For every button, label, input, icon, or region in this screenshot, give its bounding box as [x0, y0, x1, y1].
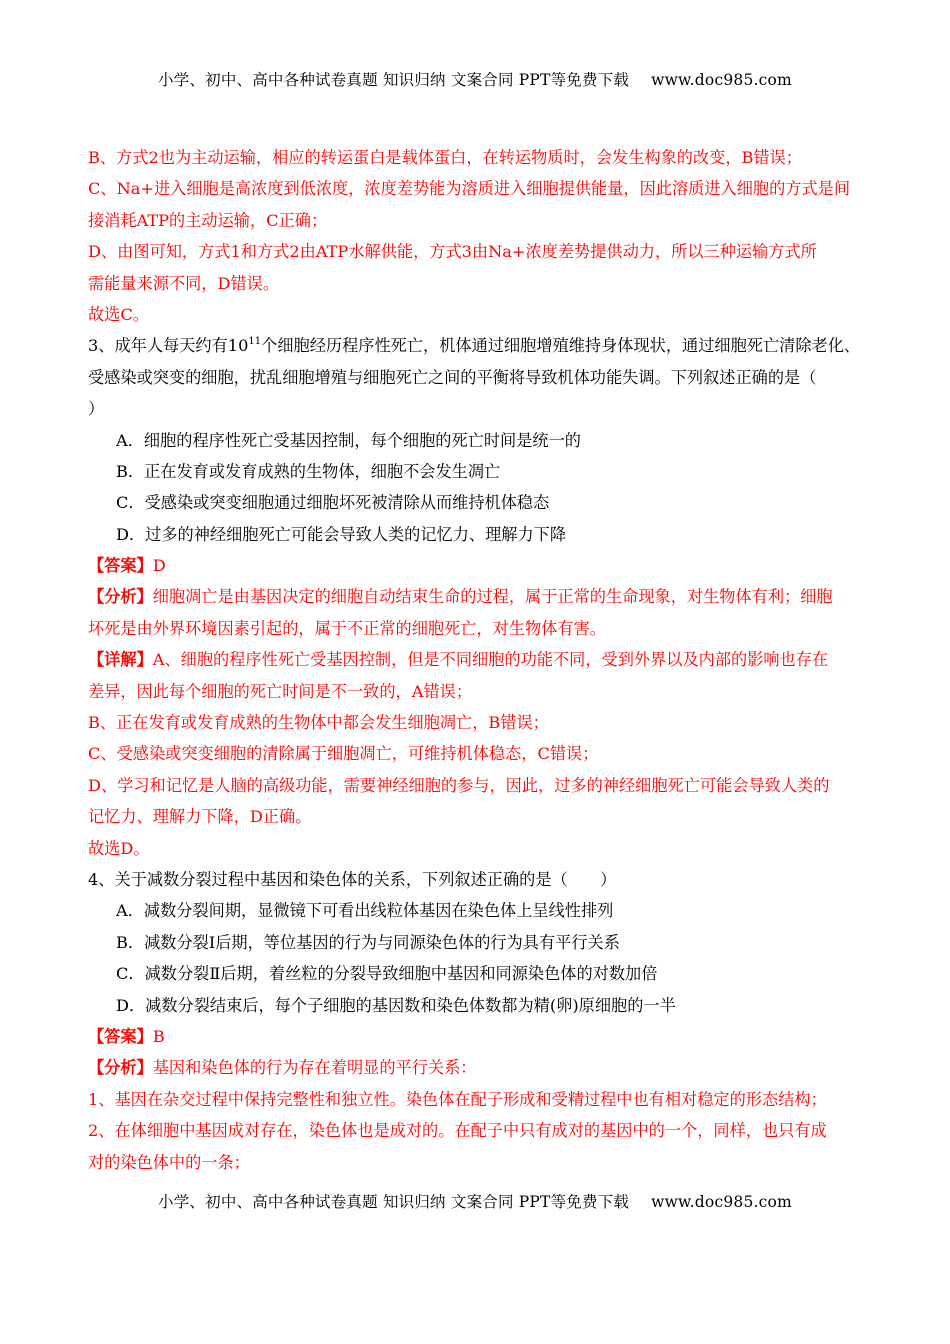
page-header: [0, 68, 950, 90]
q3-stem-line: ）: [88, 399, 105, 419]
q3-detail-line: B、正在发育或发育成熟的生物体中都会发生细胞凋亡，B错误；: [88, 713, 549, 733]
analysis-text: 基因和染色体的行为存在着明显的平行关系：: [152, 1058, 477, 1078]
answer-value: D: [152, 556, 166, 576]
q3-option-a: A．细胞的程序性死亡受基因控制，每个细胞的死亡时间是统一的: [116, 430, 581, 450]
q4-analysis-line: 2、在体细胞中基因成对存在，染色体也是成对的。在配子中只有成对的基因中的一个，同样，也只有成: [88, 1121, 827, 1141]
document-body: [88, 142, 878, 1178]
q4-analysis-line: 对的染色体中的一条；: [88, 1152, 250, 1172]
answer-label: 【答案】: [88, 556, 153, 576]
q4-analysis: [88, 1052, 878, 1083]
prev-explanation-line: D、由图可知，方式1和方式2由ATP水解供能，方式3由Na+浓度差势提供动力，所以三种运输方式所: [88, 242, 817, 262]
q3-stem-part-a: 3、成年人每天约有10: [88, 336, 249, 356]
q3-analysis-line: 坏死是由外界环境因素引起的，属于不正常的细胞死亡，对生物体有害。: [88, 618, 606, 638]
footer-text: 小学、初中、高中各种试卷真题 知识归纳 文案合同 PPT等免费下载: [158, 1193, 630, 1211]
q3-detail-line: 记忆力、理解力下降，D正确。: [88, 807, 312, 827]
analysis-label: 【分析】: [88, 587, 153, 607]
q3-stem-part-b: 个细胞经历程序性死亡，机体通过细胞增殖维持身体现状，通过细胞死亡清除老化、: [261, 336, 861, 356]
header-site-link[interactable]: www.doc985.com: [651, 71, 792, 89]
page-footer: [0, 1190, 950, 1212]
q3-conclusion: 故选D。: [88, 838, 150, 858]
prev-explanation-line: C、Na+进入细胞是高浓度到低浓度，浓度差势能为溶质进入细胞提供能量，因此溶质进入细胞的方式是间: [88, 179, 851, 199]
answer-label: 【答案】: [88, 1026, 153, 1046]
prev-conclusion: 故选C。: [88, 304, 149, 324]
q3-answer: [88, 550, 878, 581]
footer-site-link[interactable]: www.doc985.com: [651, 1193, 792, 1211]
q3-detail-line: D、学习和记忆是人脑的高级功能，需要神经细胞的参与，因此，过多的神经细胞死亡可能会导致人类的: [88, 775, 830, 795]
q4-option-b: B．减数分裂Ⅰ后期，等位基因的行为与同源染色体的行为具有平行关系: [116, 932, 620, 952]
header-text: 小学、初中、高中各种试卷真题 知识归纳 文案合同 PPT等免费下载: [158, 71, 630, 89]
prev-explanation-line: B、方式2也为主动运输，相应的转运蛋白是载体蛋白，在转运物质时，会发生构象的改变，B错误；: [88, 148, 802, 167]
q3-stem: [88, 330, 878, 361]
analysis-label: 【分析】: [88, 1058, 153, 1078]
q3-option-b: B．正在发育或发育成熟的生物体，细胞不会发生凋亡: [116, 461, 501, 481]
q3-stem-exponent: 11: [248, 336, 262, 348]
analysis-text: 细胞凋亡是由基因决定的细胞自动结束生命的过程，属于正常的生命现象，对生物体有利；细胞: [152, 587, 833, 607]
q4-option-a: A．减数分裂间期，显微镜下可看出线粒体基因在染色体上呈线性排列: [116, 901, 614, 921]
q4-stem: 4、关于减数分裂过程中基因和染色体的关系，下列叙述正确的是（ ）: [88, 869, 617, 889]
q3-detail-line: C、受感染或突变细胞的清除属于细胞凋亡，可维持机体稳态，C错误；: [88, 744, 599, 764]
q4-option-c: C．减数分裂Ⅱ后期，着丝粒的分裂导致细胞中基因和同源染色体的对数加倍: [116, 964, 658, 984]
q3-option-d: D．过多的神经细胞死亡可能会导致人类的记忆力、理解力下降: [116, 524, 567, 544]
q3-detail: [88, 644, 878, 675]
q4-option-d: D．减数分裂结束后，每个子细胞的基因数和染色体数都为精(卵)原细胞的一半: [116, 995, 676, 1015]
q3-detail-line: 差异，因此每个细胞的死亡时间是不一致的，A错误；: [88, 681, 473, 701]
q3-option-c: C．受感染或突变细胞通过细胞坏死被清除从而维持机体稳态: [116, 493, 550, 513]
detail-text: A、细胞的程序性死亡受基因控制，但是不同细胞的功能不同，受到外界以及内部的影响也存在: [152, 650, 829, 670]
q3-stem-line: 受感染或突变的细胞，扰乱细胞增殖与细胞死亡之间的平衡将导致机体功能失调。下列叙述正确的是（: [88, 367, 817, 387]
q4-answer: [88, 1021, 878, 1052]
q3-analysis: [88, 581, 878, 612]
q4-analysis-line: 1、基因在杂交过程中保持完整性和独立性。染色体在配子形成和受精过程中也有相对稳定的形态结构；: [88, 1089, 827, 1109]
prev-explanation-line: 需能量来源不同，D错误。: [88, 273, 280, 293]
answer-value: B: [152, 1026, 165, 1046]
prev-explanation-line: 接消耗ATP的主动运输，C正确；: [88, 210, 328, 230]
detail-label: 【详解】: [88, 650, 153, 670]
